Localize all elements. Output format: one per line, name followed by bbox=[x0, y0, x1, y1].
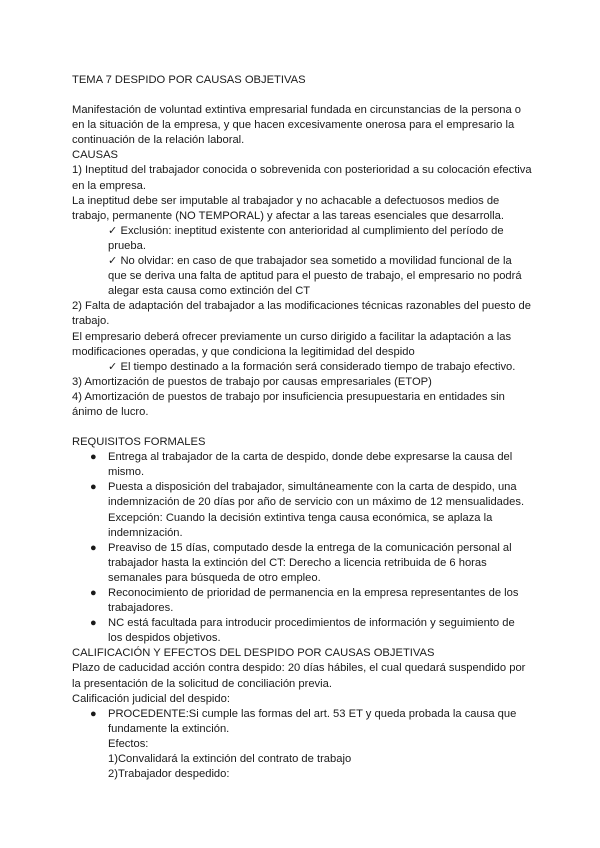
efecto-2: 2)Trabajador despedido: bbox=[108, 768, 230, 781]
list-item: ● PROCEDENTE:Si cumple las formas del art. 53 ET y queda probada la causa que fundamente la extinción. bbox=[90, 707, 517, 735]
bullet-icon: ● bbox=[90, 481, 97, 494]
plazo-caducidad: Plazo de caducidad acción contra despido: 20 días hábiles, el cual quedará suspendido por la presentación de la solicitud de conciliación previa. bbox=[72, 662, 526, 690]
causa-2-detail: El empresario deberá ofrecer previamente un curso dirigido a facilitar la adaptación a las modificaciones operadas, y que condiciona la legitimidad del despido bbox=[72, 330, 512, 358]
list-item: ● Entrega al trabajador de la carta de despido, donde debe expresarse la causa del mismo. bbox=[90, 451, 513, 479]
bullet-icon: ● bbox=[90, 451, 97, 464]
causa-1: 1) Ineptitud del trabajador conocida o sobrevenida con posterioridad a su colocación efectiva en la empresa. bbox=[72, 164, 532, 192]
causa-3: 3) Amortización de puestos de trabajo por causas empresariales (ETOP) bbox=[72, 375, 432, 388]
causa-1-detail: La ineptitud debe ser imputable al trabajador y no achacable a defectuosos medios de trabajo, permanente (NO TEMPORAL) y afectar a las tareas esenciales que desarrolla. bbox=[72, 194, 504, 222]
list-item: ● Reconocimiento de prioridad de permanencia en la empresa representantes de los trabajadores. bbox=[90, 587, 519, 615]
list-item: ● Preaviso de 15 días, computado desde la entrega de la comunicación personal al trabajador hasta la extinción del CT: Derecho a licencia retribuida de 6 horas semanales para búsqueda de otro empleo. bbox=[90, 541, 512, 584]
efecto-1: 1)Convalidará la extinción del contrato de trabajo bbox=[108, 753, 352, 766]
causa-4: 4) Amortización de puestos de trabajo por insuficiencia presupuestaria en entidades sin ánimo de lucro. bbox=[72, 390, 505, 418]
causas-heading: CAUSAS bbox=[72, 149, 119, 162]
bullet-icon: ● bbox=[90, 587, 97, 599]
calificacion-list bbox=[72, 707, 532, 737]
bullet-icon: ● bbox=[90, 541, 97, 554]
list-item: ● NC está facultada para introducir procedimientos de información y seguimiento de los despidos objetivos. bbox=[90, 617, 515, 645]
causa-2: 2) Falta de adaptación del trabajador a las modificaciones técnicas razonables del puesto de trabajo. bbox=[72, 300, 531, 328]
bullet-icon: ● bbox=[90, 707, 97, 720]
bullet-icon: ● bbox=[90, 617, 97, 630]
causa-1-check-no-olvidar: ✓ No olvidar: en caso de que trabajador sea sometido a movilidad funcional de la que se deriva una falta de aptitud para el puesto de trabajo, el empresario no podrá alegar esta causa como extinción del CT bbox=[108, 255, 522, 298]
intro-paragraph: Manifestación de voluntad extintiva empresarial fundada en circunstancias de la persona o en la situación de la empresa, y que hacen excesivamente onerosa para el empresario la continuación de la relación laboral. bbox=[72, 104, 522, 147]
requisitos-list bbox=[72, 450, 532, 646]
document-body bbox=[72, 73, 532, 782]
requisitos-heading: REQUISITOS FORMALES bbox=[72, 436, 206, 449]
calificacion-judicial: Calificación judicial del despido: bbox=[72, 692, 230, 705]
calificacion-heading: CALIFICACIÓN Y EFECTOS DEL DESPIDO POR CAUSAS OBJETIVAS bbox=[72, 647, 435, 660]
list-item: ● Puesta a disposición del trabajador, simultáneamente con la carta de despido, una indemnización de 20 días por año de servicio con un máximo de 12 mensualidades. Excepción: Cuando la decisión extintiva tenga causa económica, se aplaza la indemnización. bbox=[90, 481, 525, 539]
page-title: TEMA 7 DESPIDO POR CAUSAS OBJETIVAS bbox=[72, 74, 306, 86]
causa-1-check-exclusion: ✓ Exclusión: ineptitud existente con anterioridad al cumplimiento del período de prueba. bbox=[108, 224, 504, 252]
efectos-label: Efectos: bbox=[108, 737, 149, 750]
causa-2-check: ✓ El tiempo destinado a la formación será considerado tiempo de trabajo efectivo. bbox=[108, 360, 516, 373]
